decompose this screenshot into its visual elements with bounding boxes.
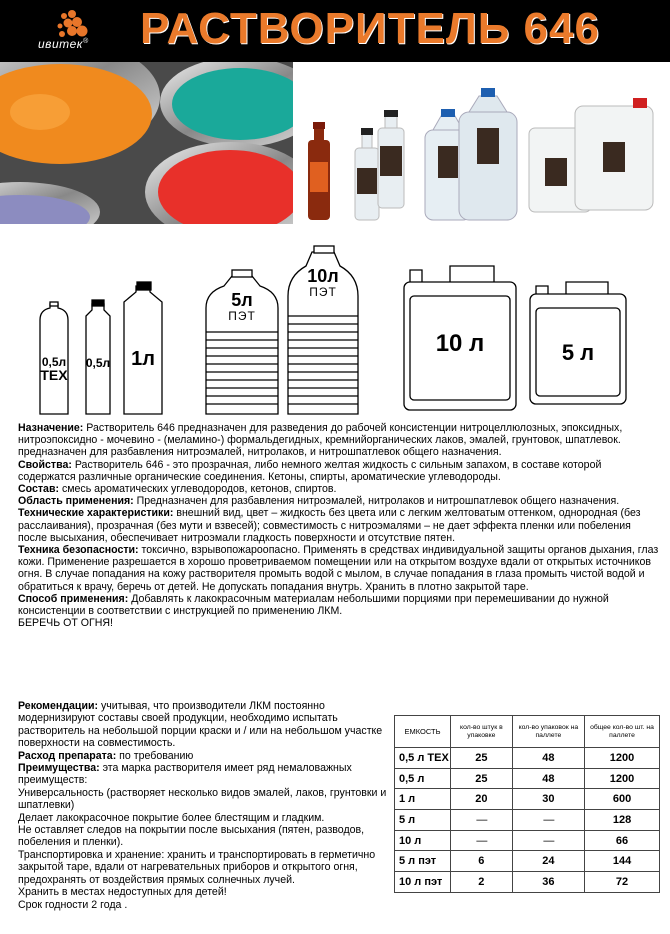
table-cell: 1200 xyxy=(585,748,660,769)
package-drawings xyxy=(0,236,670,420)
table-cell: — xyxy=(451,830,513,851)
label-5l-canister: 5 л xyxy=(561,340,595,365)
fire-warning: БЕРЕЧЬ ОТ ОГНЯ! xyxy=(18,617,113,630)
table-cell: 0,5 л xyxy=(395,768,451,789)
label-10l-pet: 10л ПЭТ xyxy=(307,266,339,299)
table-cell: 1200 xyxy=(585,768,660,789)
table-row xyxy=(395,830,660,851)
table-row xyxy=(395,851,660,872)
label-05: 0,5л xyxy=(85,356,111,370)
table-cell: — xyxy=(512,810,584,831)
table-row xyxy=(395,810,660,831)
table-cell: 48 xyxy=(512,748,584,769)
label-5l-pet: 5л ПЭТ xyxy=(228,290,256,323)
table-header-cell: кол-во штук в упаковке xyxy=(451,716,513,748)
rec-recommendations: Рекомендации: учитывая, что производители ЛКМ постоянно модернизируют составы своей продукции, необходимо испытать растворитель на небольшой порции краски и / или на небольшом участке поверхности на совместимость. xyxy=(18,700,383,750)
table-cell: — xyxy=(512,830,584,851)
table-cell: 6 xyxy=(451,851,513,872)
header-banner xyxy=(0,0,670,62)
photo-row xyxy=(0,62,670,224)
table-cell: 600 xyxy=(585,789,660,810)
table-header-row xyxy=(395,716,660,748)
table-cell: 72 xyxy=(585,872,660,893)
table-cell: 2 xyxy=(451,872,513,893)
paint-cans-image xyxy=(0,62,293,224)
rec-advantages: Преимущества: эта марка растворителя имеет ряд немаловажных преимуществ: xyxy=(18,762,352,787)
description-text xyxy=(18,422,660,629)
rec-line: Не оставляет следов на покрытии после высыхания (пятен, разводов, побеления и пленки). xyxy=(18,824,365,849)
table-cell: 128 xyxy=(585,810,660,831)
rec-line: Делает лакокрасочное покрытие более блестящим и гладким. xyxy=(18,811,325,824)
label-05-tech: 0,5л ТЕХ xyxy=(40,355,68,383)
table-cell: 1 л xyxy=(395,789,451,810)
rec-line: Срок годности 2 года . xyxy=(18,898,128,911)
table-cell: 30 xyxy=(512,789,584,810)
table-row xyxy=(395,768,660,789)
page-title: РАСТВОРИТЕЛЬ 646 xyxy=(140,4,600,53)
table-cell: 24 xyxy=(512,851,584,872)
table-row xyxy=(395,748,660,769)
table-row xyxy=(395,872,660,893)
rec-consumption: Расход препарата: по требованию xyxy=(18,749,194,762)
container-outlines-icon xyxy=(0,236,670,420)
section-purpose: Назначение: Растворитель 646 предназначен для разведения до рабочей консистенции нитроцеллюлозных, эпоксидных, нитроэпоксидно - мочевино - (меламино-) формальдегидных, кремнийорганических лаков, эмалей, грунтовок, шпатлевок. предназначен для разбавления нитроэмалей, нитролаков, и нитрошпатлевок общего назначения. xyxy=(18,422,623,459)
table-cell: 20 xyxy=(451,789,513,810)
packaging-table xyxy=(394,715,660,893)
logo-text: ивитек® xyxy=(38,37,89,51)
ivitek-logo-icon xyxy=(34,4,104,60)
table-cell: 10 л пэт xyxy=(395,872,451,893)
recommendations-text xyxy=(18,700,394,911)
table-cell: 25 xyxy=(451,768,513,789)
table-header-cell: кол-во упаковок на паллете xyxy=(512,716,584,748)
rec-line: Универсальность (растворяет несколько видов эмалей, лаков, грунтовки и шпатлевки) xyxy=(18,786,387,812)
table-cell: 25 xyxy=(451,748,513,769)
section-safety: Техника безопасности: токсично, взрывопожароопасно. Применять в средствах индивидуальной защиты органов дыхания, глаз кожи. Применение разрешается в хорошо проветриваемом помещении или на открытом воздухе вдали от открытых источников огня. В случае попадания на кожу растворителя промыть водой с мылом, в случае попадания в глаза промыть чистой водой и обратиться к врачу, беречь от детей. Не допускать попадания внутрь. Хранить в плотно закрытой таре. xyxy=(18,544,659,593)
table-cell: 10 л xyxy=(395,830,451,851)
label-1l: 1л xyxy=(131,348,155,370)
rec-line: Транспортировка и хранение: хранить и транспортировать в герметично закрытой таре, вдали от нагревательных приборов и открытого огня, предохранять от воздействия прямых солнечных лучей. xyxy=(18,848,376,886)
table-cell: 144 xyxy=(585,851,660,872)
rec-line: Хранить в местах недоступных для детей! xyxy=(18,886,227,899)
table-cell: 5 л xyxy=(395,810,451,831)
table-cell: 66 xyxy=(585,830,660,851)
table-header-cell: ЕМКОСТЬ xyxy=(395,716,451,748)
section-application-area: Область применения: Предназначен для разбавления нитроэмалей, нитролаков и нитрошпатлевок общего назначения. xyxy=(18,495,620,508)
table-cell: 36 xyxy=(512,872,584,893)
table-cell: 48 xyxy=(512,768,584,789)
section-usage: Способ применения: Добавлять к лакокрасочным материалам небольшими порциями при перемешивании до нужной консистенции в соответствии с инструкцией по применению ЛКМ. xyxy=(18,592,609,618)
section-properties: Свойства: Растворитель 646 - это прозрачная, либо немного желтая жидкость с сильным запахом, в составе которой содержатся различные органические соединения. Кетоны, спирты, ароматические углеводороды. xyxy=(18,458,602,483)
section-composition: Состав: смесь ароматических углеводородов, кетонов, спиртов. xyxy=(18,483,337,496)
table-header-cell: общее кол-во шт. на паллете xyxy=(585,716,660,748)
section-tech-specs: Технические характеристики: внешний вид, цвет – жидкость без цвета или с легким желтоватым оттенком, однородная (без расслаивания), прозрачная (без мути и взвесей); совместимость с нитроэмалями – не дает эффекта пленки или побеления после высыхания, обеспечивает нитроэмали гладкость поверхности и отсутствие пятен. xyxy=(18,507,641,544)
product-bottles-image xyxy=(293,62,670,224)
table-cell: 0,5 л ТЕХ xyxy=(395,748,451,769)
table-cell: — xyxy=(451,810,513,831)
table-cell: 5 л пэт xyxy=(395,851,451,872)
label-10l-canister: 10 л xyxy=(435,330,485,357)
table-row xyxy=(395,789,660,810)
